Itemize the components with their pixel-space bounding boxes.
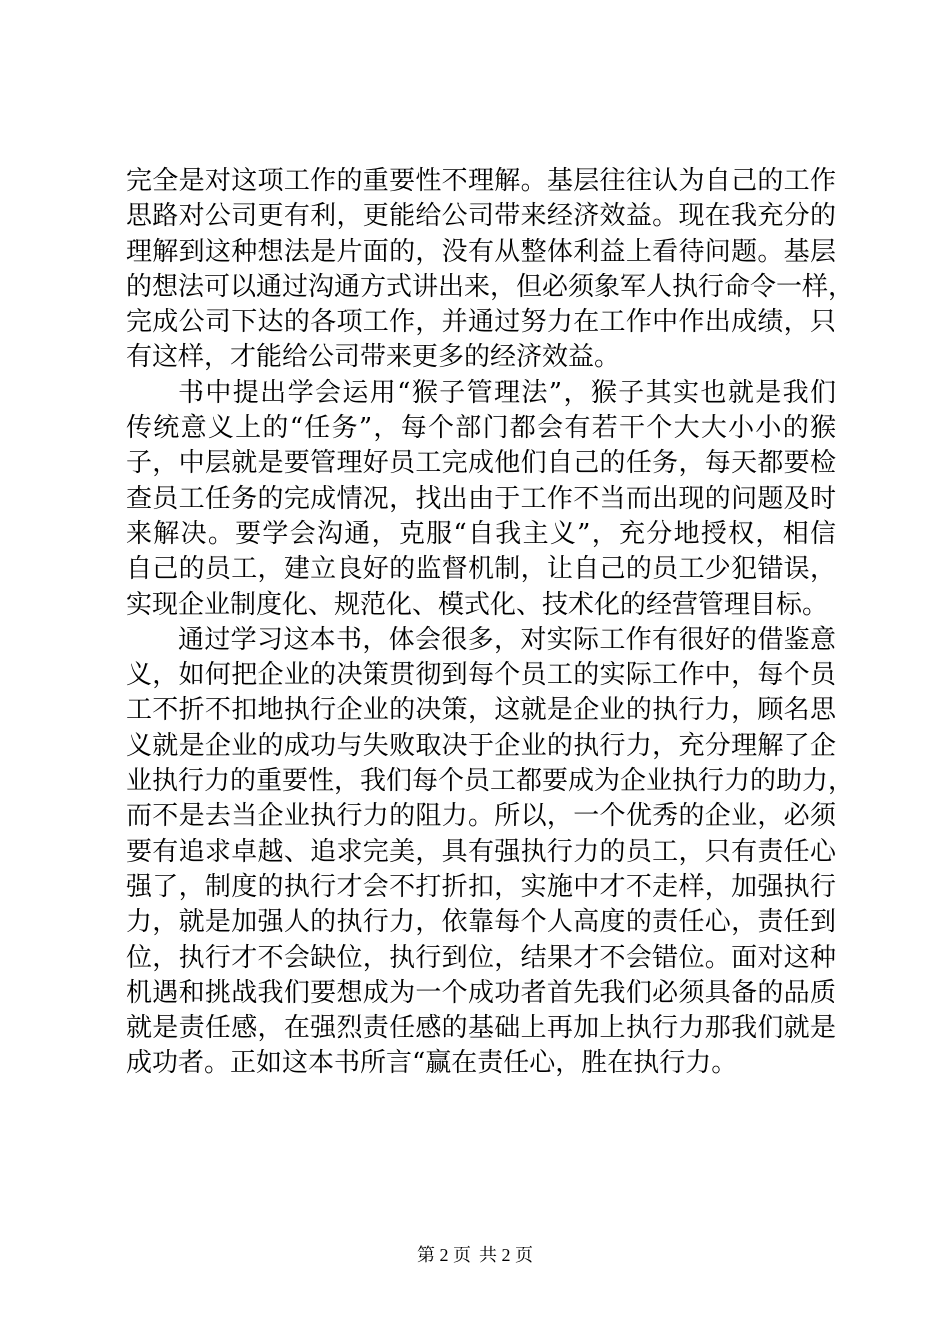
page-total: 共 2 页: [479, 1245, 533, 1265]
text-line: 工不折不扣地执行企业的决策，这就是企业的执行力，顾名思: [126, 695, 836, 726]
text-line: 查员工任务的完成情况，找出由于工作不当而出现的问题及时: [126, 483, 836, 514]
text-line: 成功者。正如这本书所言“赢在责任心，胜在执行力。: [126, 1048, 738, 1079]
text-line: 位，执行才不会缺位，执行到位，结果才不会错位。面对这种: [126, 942, 836, 973]
text-line: 机遇和挑战我们要想成为一个成功者首先我们必须具备的品质: [126, 977, 836, 1008]
text-line: 思路对公司更有利，更能给公司带来经济效益。现在我充分的: [126, 201, 836, 232]
text-line: 义就是企业的成功与失败取决于企业的执行力，充分理解了企: [126, 730, 836, 761]
text-line: 的想法可以通过沟通方式讲出来，但必须象军人执行命令一样，: [126, 271, 855, 302]
text-line: 完全是对这项工作的重要性不理解。基层往往认为自己的工作: [126, 166, 836, 196]
paragraph: [126, 164, 855, 376]
text-line: 书中提出学会运用“猴子管理法”，猴子其实也就是我们: [178, 377, 836, 408]
text-line: 有这样，才能给公司带来更多的经济效益。: [126, 342, 621, 373]
text-line: 传统意义上的“任务”，每个部门都会有若干个大大小小的猴: [126, 413, 836, 444]
paragraph: [126, 623, 855, 1082]
text-line: 自己的员工，建立良好的监督机制，让自己的员工少犯错误，: [126, 554, 836, 585]
text-line: 业执行力的重要性，我们每个员工都要成为企业执行力的助力，: [126, 766, 855, 797]
text-line: 义，如何把企业的决策贯彻到每个员工的实际工作中，每个员: [126, 660, 836, 691]
text-line: 理解到这种想法是片面的，没有从整体利益上看待问题。基层: [126, 236, 836, 267]
text-line: 实现企业制度化、规范化、模式化、技术化的经营管理目标。: [126, 589, 829, 620]
page-number: 第 2 页: [417, 1245, 471, 1265]
paragraph: [126, 376, 836, 623]
text-line: 完成公司下达的各项工作，并通过努力在工作中作出成绩，只: [126, 307, 836, 338]
text-line: 而不是去当企业执行力的阻力。所以，一个优秀的企业，必须: [126, 801, 836, 832]
text-line: 通过学习这本书，体会很多，对实际工作有很好的借鉴意: [178, 624, 836, 655]
text-line: 强了，制度的执行才会不打折扣，实施中才不走样，加强执行: [126, 871, 836, 902]
text-line: 来解决。要学会沟通，克服“自我主义”，充分地授权，相信: [126, 518, 836, 549]
document-body: [126, 164, 855, 1082]
text-line: 要有追求卓越、追求完美，具有强执行力的员工，只有责任心: [126, 836, 836, 867]
page-footer: [0, 1244, 950, 1266]
text-line: 力，就是加强人的执行力，依靠每个人高度的责任心，责任到: [126, 907, 836, 938]
text-line: 就是责任感，在强烈责任感的基础上再加上执行力那我们就是: [126, 1013, 836, 1044]
text-line: 子，中层就是要管理好员工完成他们自己的任务，每天都要检: [126, 448, 836, 479]
